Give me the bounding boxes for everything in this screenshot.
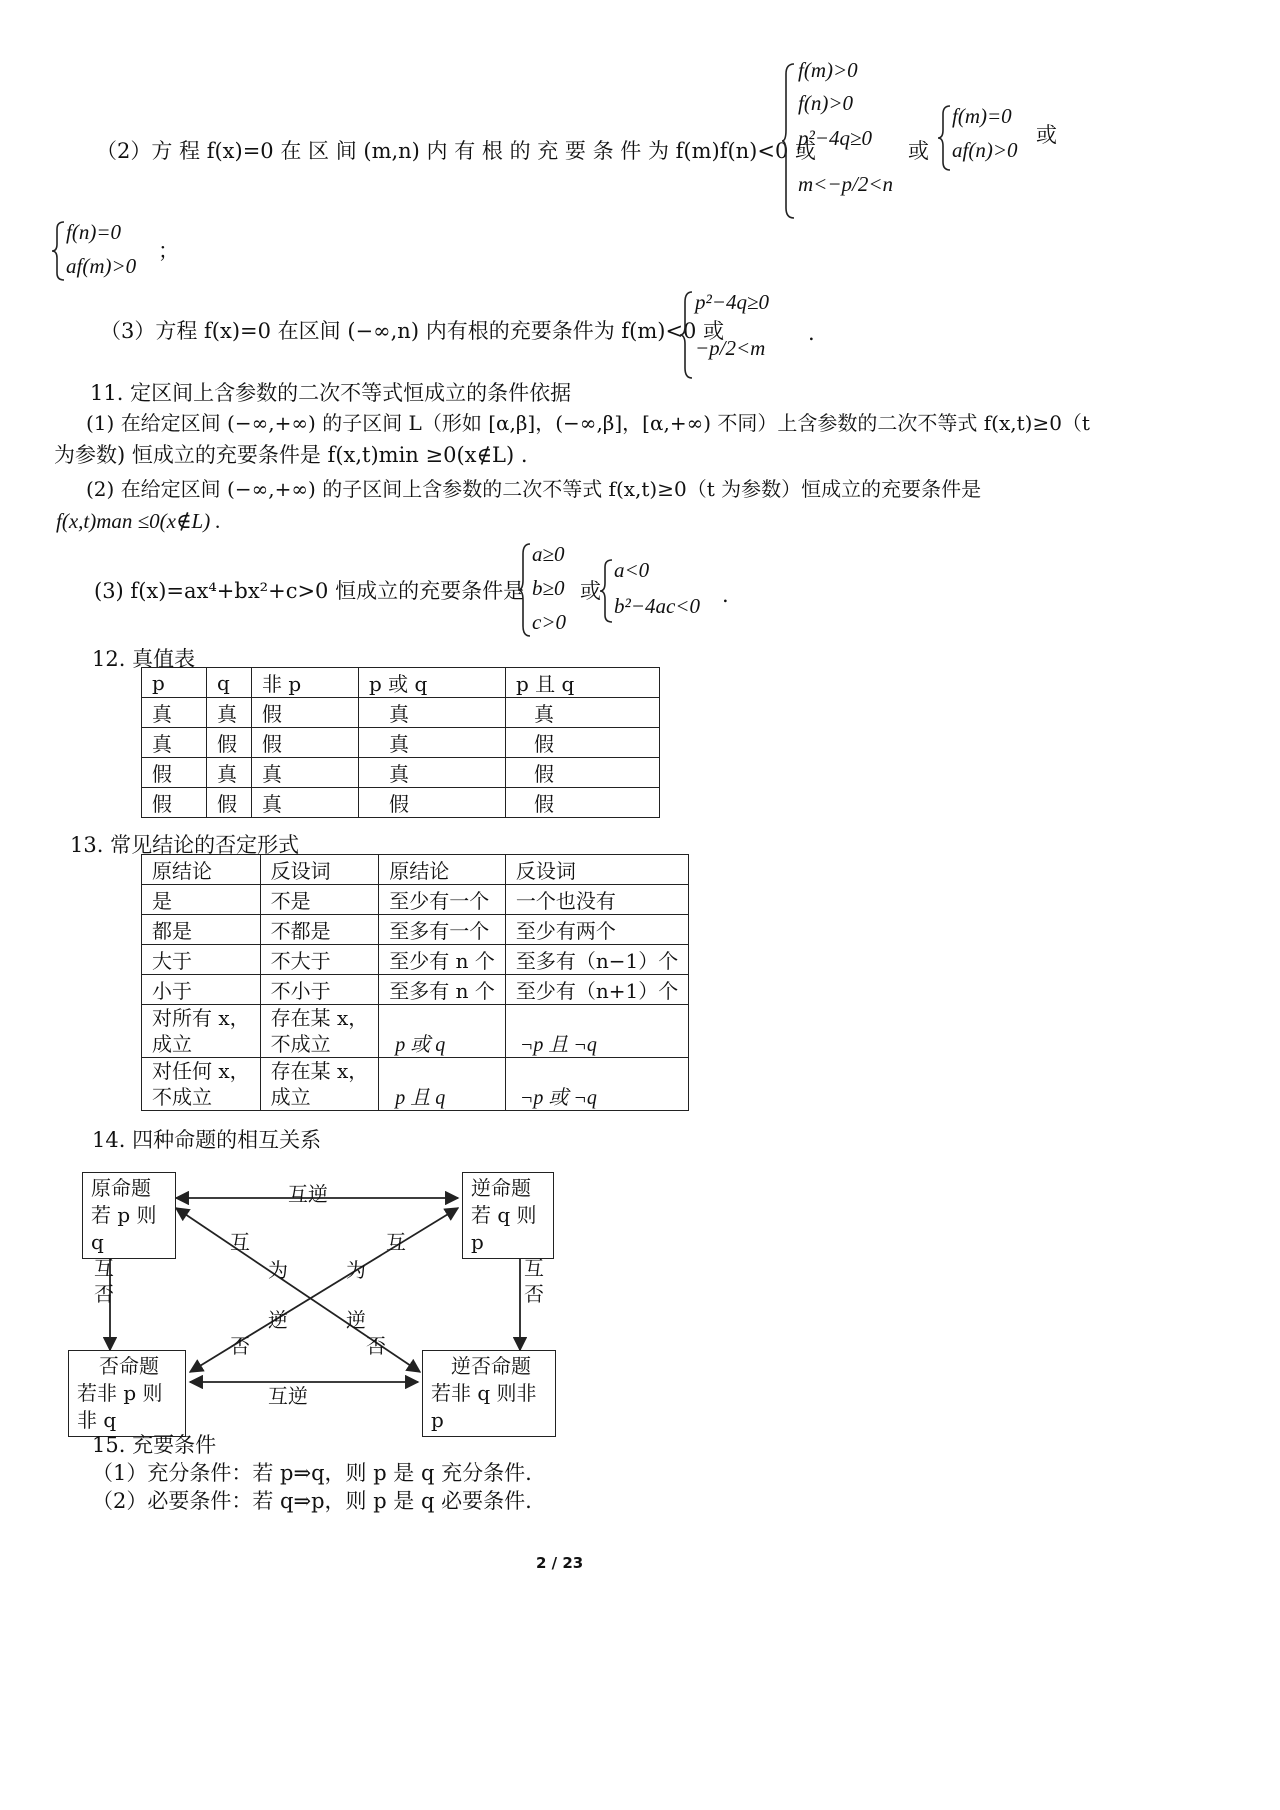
item11-p2-line1: (2) 在给定区间 (−∞,+∞) 的子区间上含参数的二次不等式 f(x,t)≥0（t 为参数）恒成立的充要条件是 — [86, 477, 982, 501]
semicolon: ； — [158, 239, 179, 263]
label-top: 互逆 — [288, 1182, 328, 1206]
diag-right-4: 否 — [366, 1334, 386, 1358]
diag-left-4: 否 — [230, 1334, 250, 1358]
p3-sys1-line3: c>0 — [532, 610, 566, 634]
or-1: 或 — [908, 139, 929, 163]
cell-line: 对任何 x， — [152, 1059, 250, 1083]
cell: 假 — [142, 788, 207, 818]
cell: 假 — [207, 788, 252, 818]
brace-sys2 — [938, 104, 952, 172]
cell: 真 — [252, 758, 359, 788]
cell-line: 存在某 x， — [270, 1059, 369, 1083]
sys1-line1: f(m)>0 — [798, 58, 858, 82]
cell: 至多有 n 个 — [379, 975, 506, 1005]
label-right-2: 否 — [524, 1282, 544, 1306]
cell: 假 — [207, 728, 252, 758]
item15-line2: （2）必要条件：若 q⇒p，则 p 是 q 必要条件. — [92, 1489, 532, 1513]
header-cell: 原结论 — [142, 855, 261, 885]
cell-line: 不成立 — [152, 1085, 212, 1109]
table-row — [142, 1058, 689, 1111]
cell: 不小于 — [260, 975, 379, 1005]
item11-p2-line2: f(x,t)man ≤0(x∉L) . — [56, 509, 221, 533]
p3-end: . — [722, 583, 729, 607]
brace-p3-1 — [518, 542, 532, 638]
item11-p3-intro: (3) f(x)=ax⁴+bx²+c>0 恒成立的充要条件是 — [94, 579, 525, 603]
cell: 真 — [207, 758, 252, 788]
item10-2-intro: （2）方 程 f(x)=0 在 区 间 (m,n) 内 有 根 的 充 要 条 件 为 f(m)f(n)<0 或 — [96, 139, 817, 163]
brace-10-3 — [680, 290, 694, 380]
sys3-line1: f(n)=0 — [66, 220, 121, 244]
box-contrapositive-sub: 若非 q 则非 p — [431, 1381, 537, 1432]
truth-table — [141, 667, 660, 818]
cell: 至少有两个 — [505, 915, 688, 945]
sys1-line4: m<−p/2<n — [798, 172, 894, 196]
cell: 假 — [359, 788, 506, 818]
period: . — [808, 321, 815, 345]
header-cell: p 或 q — [359, 668, 506, 698]
sys1-line3: p²−4q≥0 — [798, 126, 872, 150]
header-cell: q — [207, 668, 252, 698]
sys10-3-line2: −p/2<m — [695, 336, 766, 360]
sys2-line1: f(m)=0 — [952, 104, 1012, 128]
cell: 假 — [252, 698, 359, 728]
cell — [260, 1005, 379, 1058]
brace-p3-2 — [600, 558, 614, 624]
or-2: 或 — [1036, 123, 1057, 147]
item15-title: 15. 充要条件 — [92, 1433, 217, 1457]
table-row — [142, 728, 660, 758]
cell: 假 — [142, 758, 207, 788]
cell: 至少有一个 — [379, 885, 506, 915]
cell: p 或 q — [379, 1005, 506, 1058]
box-contrapositive-title: 逆否命题 — [451, 1354, 531, 1378]
cell: 不都是 — [260, 915, 379, 945]
brace-sys3 — [52, 220, 66, 282]
cell — [142, 1058, 261, 1111]
box-inverse-sub: 若非 p 则非 q — [77, 1381, 163, 1432]
diag-left-3: 逆 — [268, 1308, 288, 1332]
table-header-row — [142, 855, 689, 885]
sys10-3-line1: p²−4q≥0 — [695, 290, 769, 314]
label-left-2: 否 — [94, 1282, 114, 1306]
cell: 至多有一个 — [379, 915, 506, 945]
cell: 假 — [506, 758, 660, 788]
box-contrapositive — [422, 1350, 556, 1437]
box-inverse-title: 否命题 — [99, 1354, 159, 1378]
cell-line: 成立 — [152, 1032, 192, 1056]
box-converse — [462, 1172, 554, 1259]
sys1-line2: f(n)>0 — [798, 91, 853, 115]
item13-title: 13. 常见结论的否定形式 — [70, 833, 300, 857]
page-number: 2 / 23 — [536, 1554, 584, 1572]
label-left-1: 互 — [94, 1256, 114, 1280]
cell: 真 — [359, 698, 506, 728]
cell: 真 — [142, 698, 207, 728]
table-row — [142, 945, 689, 975]
cell: 真 — [252, 788, 359, 818]
cell: 不大于 — [260, 945, 379, 975]
diag-right-2: 为 — [346, 1258, 366, 1282]
table-header-row — [142, 668, 660, 698]
header-cell: 原结论 — [379, 855, 506, 885]
item15-line1: （1）充分条件：若 p⇒q，则 p 是 q 充分条件. — [92, 1461, 532, 1485]
item10-3-intro: （3）方程 f(x)=0 在区间 (−∞,n) 内有根的充要条件为 f(m)<0 或 — [100, 319, 725, 343]
p3-sys1-line2: b≥0 — [532, 576, 565, 600]
item11-title: 11. 定区间上含参数的二次不等式恒成立的条件依据 — [90, 381, 572, 405]
p3-or: 或 — [580, 579, 601, 603]
cell: ¬p 且 ¬q — [505, 1005, 688, 1058]
diag-right-1: 互 — [386, 1230, 406, 1254]
p3-sys2-line1: a<0 — [614, 558, 650, 582]
cell: 大于 — [142, 945, 261, 975]
cell: 是 — [142, 885, 261, 915]
table-row — [142, 788, 660, 818]
box-converse-title: 逆命题 — [471, 1176, 531, 1200]
table-row — [142, 975, 689, 1005]
cell: 真 — [359, 728, 506, 758]
cell — [142, 1005, 261, 1058]
diag-left-2: 为 — [268, 1258, 288, 1282]
p3-sys1-line1: a≥0 — [532, 542, 565, 566]
box-original — [82, 1172, 176, 1259]
item11-p1-line2: 为参数) 恒成立的充要条件是 f(x,t)min ≥0(x∉L) . — [54, 443, 528, 467]
header-cell: p — [142, 668, 207, 698]
cell: 至多有（n−1）个 — [505, 945, 688, 975]
cell: 不是 — [260, 885, 379, 915]
cell: 真 — [359, 758, 506, 788]
cell-line: 成立 — [270, 1085, 311, 1109]
cell: 假 — [252, 728, 359, 758]
item14-title: 14. 四种命题的相互关系 — [92, 1128, 322, 1152]
table-row — [142, 1005, 689, 1058]
diag-left-1: 互 — [230, 1230, 250, 1254]
header-cell: 反设词 — [260, 855, 379, 885]
cell: ¬p 或 ¬q — [505, 1058, 688, 1111]
item12-title: 12. 真值表 — [92, 647, 196, 671]
label-right-1: 互 — [524, 1256, 544, 1280]
header-cell: 非 p — [252, 668, 359, 698]
diag-right-3: 逆 — [346, 1308, 366, 1332]
sys2-line2: af(n)>0 — [952, 138, 1018, 162]
brace-sys1 — [782, 62, 796, 220]
cell: p 且 q — [379, 1058, 506, 1111]
box-converse-sub: 若 q 则 p — [471, 1203, 537, 1254]
cell: 都是 — [142, 915, 261, 945]
header-cell: 反设词 — [505, 855, 688, 885]
cell: 假 — [506, 788, 660, 818]
table-row — [142, 698, 660, 728]
cell — [260, 1058, 379, 1111]
box-original-title: 原命题 — [91, 1176, 151, 1200]
cell: 至少有（n+1）个 — [505, 975, 688, 1005]
cell: 至少有 n 个 — [379, 945, 506, 975]
cell: 真 — [142, 728, 207, 758]
cell: 小于 — [142, 975, 261, 1005]
table-row — [142, 758, 660, 788]
p3-sys2-line2: b²−4ac<0 — [614, 594, 700, 618]
header-cell: p 且 q — [506, 668, 660, 698]
cell-line: 对所有 x， — [152, 1006, 250, 1030]
item11-p1-line1: (1) 在给定区间 (−∞,+∞) 的子区间 L（形如 [α,β]，(−∞,β]，[α,+∞) 不同）上含参数的二次不等式 f(x,t)≥0（t — [86, 411, 1090, 435]
box-inverse — [68, 1350, 186, 1437]
cell: 真 — [506, 698, 660, 728]
cell: 一个也没有 — [505, 885, 688, 915]
cell-line: 存在某 x， — [270, 1006, 369, 1030]
cell: 真 — [207, 698, 252, 728]
cell: 假 — [506, 728, 660, 758]
label-bottom: 互逆 — [268, 1384, 308, 1408]
cell-line: 不成立 — [270, 1032, 331, 1056]
box-original-sub: 若 p 则 q — [91, 1203, 157, 1254]
table-row — [142, 885, 689, 915]
table-row — [142, 915, 689, 945]
sys3-line2: af(m)>0 — [66, 254, 137, 278]
negation-table — [141, 854, 689, 1111]
